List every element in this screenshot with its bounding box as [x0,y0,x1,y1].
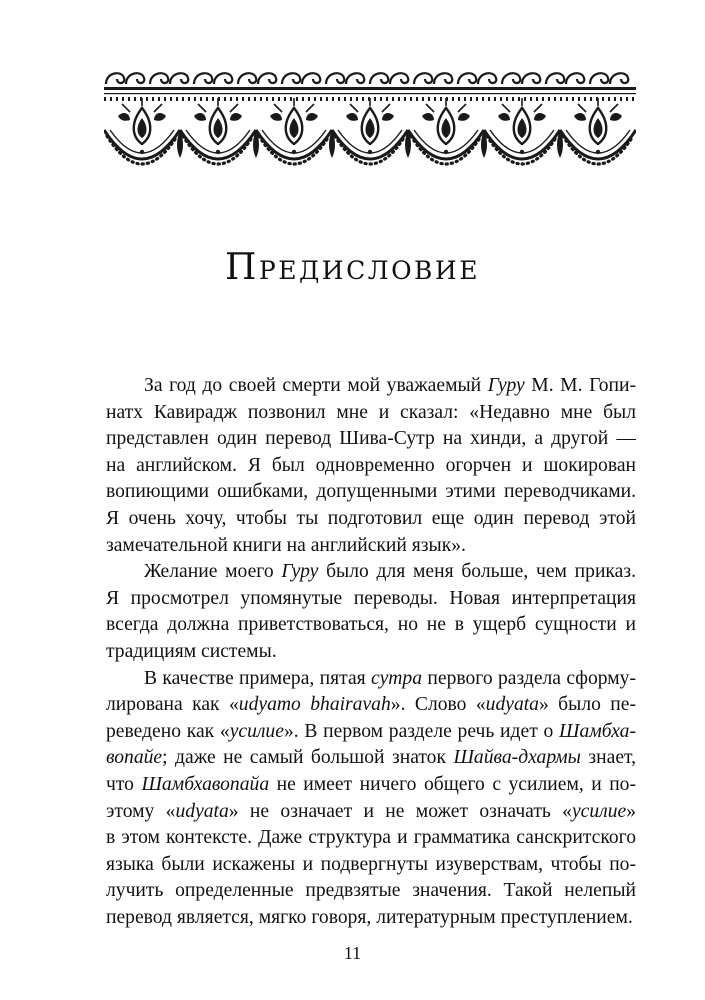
text-run: ». В первом разделе речь идет о [283,720,560,742]
text-run: реведено как « [106,720,230,742]
text-run: первого раздела сформу- [422,667,636,689]
text-run: замечательной книги на английский язык». [106,534,466,556]
italic-term: udyata [485,694,539,716]
text-run: что [106,773,142,795]
text-line [106,453,636,480]
italic-term: Гуру [487,375,525,396]
text-run: » было пе- [538,694,636,716]
italic-term: Гуру [281,561,319,583]
text-run: ». Слово « [390,694,486,716]
text-run: лучить определенные предвзятые значения. Такой нелепый [106,880,636,902]
text-line [106,373,636,400]
text-line [106,905,636,932]
text-run: Я просмотрел упомянутые переводы. Новая интерпретация [106,587,636,609]
text-run: в этом контексте. Даже структура и грамматика санскритского [106,827,636,849]
page-number: 11 [343,943,362,963]
text-run: было для меня больше, чем приказ. [318,561,636,583]
italic-term: Шамбхавопайа [141,773,270,795]
text-run: За год до своей смерти мой уважаемый [144,375,488,396]
text-run: В качестве примера, пятая [144,667,372,689]
text-run: представлен один перевод Шива-Сутр на хинди, а другой — [106,428,636,450]
text-run: лирована как « [106,694,239,716]
text-line [106,719,636,746]
text-line [106,745,636,772]
text-line [106,825,636,852]
text-run: этому « [106,800,176,822]
text-line [106,612,636,639]
text-line [106,479,636,506]
italic-term: вопайе [106,747,163,769]
curl-row [106,73,628,84]
text-run: Я очень хочу, чтобы ты подготовил еще один перевод этой [106,507,636,529]
page-title: Предисловие [224,247,480,288]
text-line [106,559,636,586]
italic-term: udyata [175,800,229,822]
text-line [106,586,636,613]
preface-text [106,373,636,931]
text-run: традициям системы. [106,640,277,662]
text-run: вопиющими ошибками, допущенными этими переводчиками. [106,481,636,503]
text-line [106,400,636,427]
text-line [106,772,636,799]
text-line [106,639,636,666]
italic-term: Шамбха- [559,720,636,742]
italic-term: сутра [371,667,423,689]
text-run: » не означает и не может означать « [228,800,572,822]
text-line [106,878,636,905]
italic-term: усилие [229,720,284,742]
text-line [106,666,636,693]
text-line [106,533,636,560]
italic-term: усилие [571,800,627,822]
text-run: Желание моего [144,561,282,583]
text-line [106,692,636,719]
lace-ornament-icon [104,66,636,186]
text-run: » [626,800,636,822]
text-run: на английском. Я был одновременно огорчен и шокирован [106,454,636,476]
text-run: М. М. Гопи- [524,375,636,396]
text-run: языка были искажены и подвергнуты изуверствам, чтобы по- [106,853,636,875]
text-run: ; даже не самый большой знаток [162,747,454,769]
text-line [106,799,636,826]
text-line [106,506,636,533]
italic-term: udyamo bhairavah [238,694,391,716]
text-run: не имеет ничего общего с усилием, и по- [269,773,636,795]
text-run: натх Кавирадж позвонил мне и сказал: «Недавно мне был [106,401,636,423]
text-run: знает, [580,747,636,769]
text-line [106,426,636,453]
scallop-row [104,98,636,164]
italic-term: Шайва-дхармы [453,747,581,769]
text-line [106,852,636,879]
text-run: перевод является, мягко говоря, литературным преступлением. [106,906,633,928]
text-run: всегда должна приветствоваться, но не в ущерб сущности и [106,614,636,636]
